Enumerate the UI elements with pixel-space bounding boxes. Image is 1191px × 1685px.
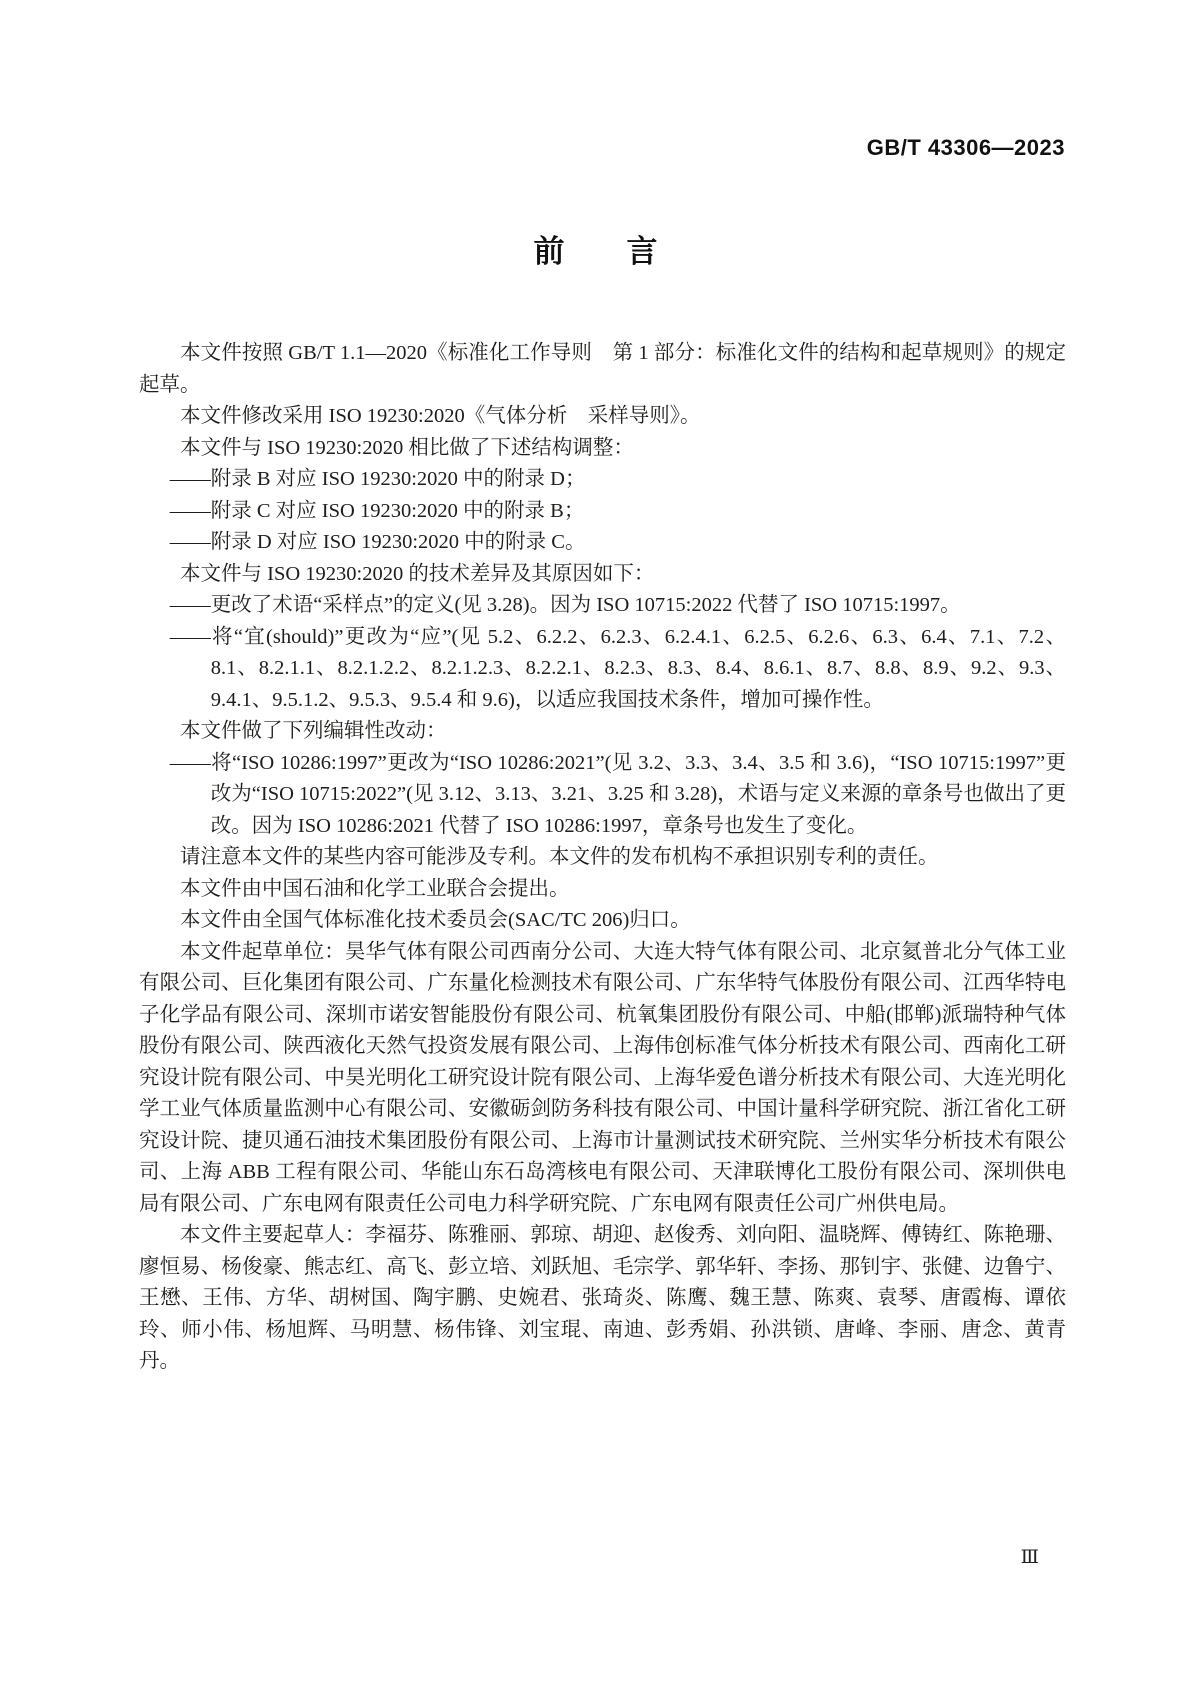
paragraph-patent-notice: 请注意本文件的某些内容可能涉及专利。本文件的发布机构不承担识别专利的责任。 xyxy=(180,846,939,868)
standard-number: GB/T 43306—2023 xyxy=(866,135,1065,160)
paragraph-committee: 本文件由全国气体标准化技术委员会(SAC/TC 206)归口。 xyxy=(180,909,691,931)
list-item-annex-b: ——附录 B 对应 ISO 19230:2020 中的附录 D； xyxy=(169,468,586,490)
list-item-annex-c: ——附录 C 对应 ISO 19230:2020 中的附录 B； xyxy=(169,499,585,522)
paragraph-drafting-orgs: 本文件起草单位：昊华气体有限公司西南分公司、大连大特气体有限公司、北京氦普北分气体工业有限公司、巨化集团有限公司、广东量化检测技术有限公司、广东华特气体股份有限公司、江西华特电子化学品有限公司、深圳市诺安智能股份有限公司、杭氧集团股份有限公司、中船(邯郸)派瑞特种气体股份有限公司、陕西液化天然气投资发展有限公司、上海伟创标准气体分析技术有限公司、西南化工研究设计院有限公司、中昊光明化工研究设计院有限公司、上海华爱色谱分析技术有限公司、大连光明化学工业气体质量监测中心有限公司、安徽砺剑防务科技有限公司、中国计量科学研究院、浙江省化工研究设计院、捷贝通石油技术集团股份有限公司、上海市计量测试技术研究院、兰州实华分析技术有限公司、上海 ABB 工程有限公司、华能山东石岛湾核电有限公司、天津联博化工股份有限公司、深圳供电局有限公司、广东电网有限责任公司电力科学研究院、广东电网有限责任公司广州供电局。 xyxy=(139,940,1066,1215)
foreword-content xyxy=(139,338,1066,1378)
paragraph-editorial-intro: 本文件做了下列编辑性改动： xyxy=(180,720,447,742)
paragraph-tech-diff-intro: 本文件与 ISO 19230:2020 的技术差异及其原因如下： xyxy=(180,562,655,585)
paragraph-structure-intro: 本文件与 ISO 19230:2020 相比做了下述结构调整： xyxy=(180,436,634,459)
page-title: 前 言 xyxy=(533,234,658,269)
paragraph-adoption: 本文件修改采用 ISO 19230:2020《气体分析 采样导则》。 xyxy=(180,405,701,427)
page-number: Ⅲ xyxy=(1020,1547,1039,1568)
paragraph-basis: 本文件按照 GB/T 1.1—2020《标准化工作导则 第 1 部分：标准化文件的结构和起草规则》的规定起草。 xyxy=(139,342,1066,396)
list-item-iso-update: ——将“ISO 10286:1997”更改为“ISO 10286:2021”(见 3.2、3.3、3.4、3.5 和 3.6)，“ISO 10715:1997”更改为“ISO 10715:2022”(见 3.12、3.13、3.21、3.25 和 3.28)，术语与定义来源的章条号也做出了更改。因为 ISO 10286:2021 代替了 ISO 10286:1997，章条号也发生了变化。 xyxy=(169,751,1066,837)
list-item-should-change: ——将“宜(should)”更改为“应”(见 5.2、6.2.2、6.2.3、6.2.4.1、6.2.5、6.2.6、6.3、6.4、7.1、7.2、8.1、8.2.1.1、8.2.1.2.2、8.2.1.2.3、8.2.2.1、8.2.3、8.3、8.4、8.6.1、8.7、8.8、8.9、9.2、9.3、9.4.1、9.5.1.2、9.5.3、9.5.4 和 9.6)，以适应我国技术条件，增加可操作性。 xyxy=(169,625,1066,711)
list-item-annex-d: ——附录 D 对应 ISO 19230:2020 中的附录 C。 xyxy=(169,531,586,553)
paragraph-proposed-by: 本文件由中国石油和化学工业联合会提出。 xyxy=(180,877,570,900)
paragraph-drafters: 本文件主要起草人：李福芬、陈雅丽、郭琼、胡迎、赵俊秀、刘向阳、温晓辉、傅铸红、陈艳珊、廖恒易、杨俊豪、熊志红、高飞、彭立培、刘跃旭、毛宗学、郭华轩、李扬、那钊宇、张健、边鲁宁、王懋、王伟、方华、胡树国、陶宇鹏、史婉君、张琦炎、陈鹰、魏王慧、陈爽、袁琴、唐霞梅、谭依玲、师小伟、杨旭辉、马明慧、杨伟锋、刘宝琨、南迪、彭秀娟、孙洪锁、唐峰、李丽、唐念、黄青丹。 xyxy=(139,1224,1066,1372)
list-item-term-change: ——更改了术语“采样点”的定义(见 3.28)。因为 ISO 10715:2022 代替了 ISO 10715:1997。 xyxy=(169,594,961,616)
